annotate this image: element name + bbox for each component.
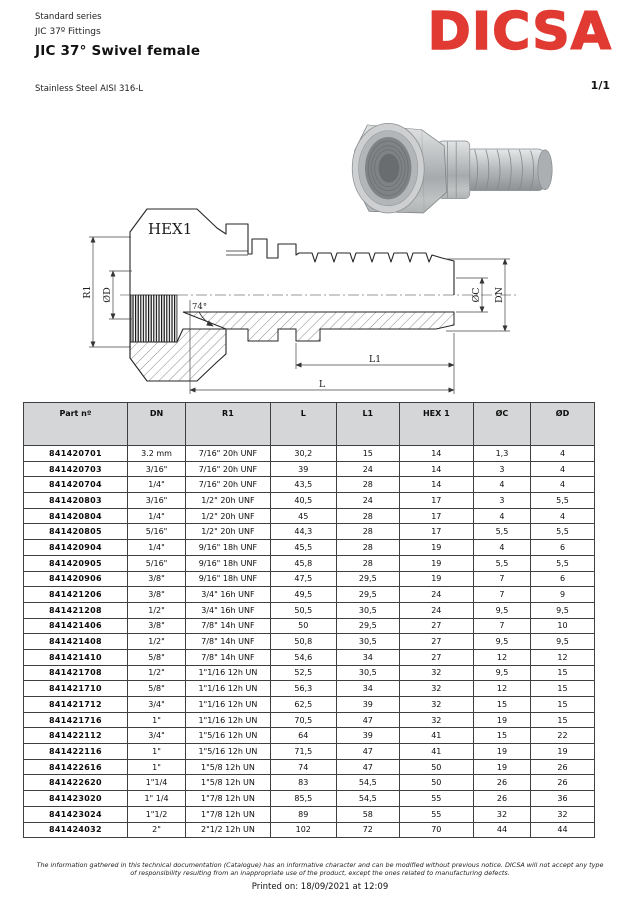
table-cell: 5/16" [127,555,185,571]
table-row [24,618,595,634]
table-cell: 40,5 [270,493,336,509]
hose-tail-render [465,149,552,191]
table-cell: 44 [531,822,595,838]
table-cell: 55 [399,806,473,822]
table-cell: 5,5 [473,555,530,571]
table-row [24,571,595,587]
table-cell: 44 [473,822,530,838]
part-number-cell: 841421712 [24,697,128,713]
table-cell: 41 [399,728,473,744]
table-row [24,477,595,493]
dim-label-dn: DN [494,287,505,303]
table-cell: 47 [336,712,399,728]
table-row [24,602,595,618]
part-number-cell: 841423020 [24,791,128,807]
table-cell: 15 [531,681,595,697]
part-number-cell: 841422112 [24,728,128,744]
disclaimer-line: The information gathered in this technical documentation (Catalogue) has an informative character and can be modified without previous notice. DICSA will not accept any type [36,861,604,869]
part-number-cell: 841422620 [24,775,128,791]
part-number-cell: 841422616 [24,759,128,775]
table-cell: 1" 1/4 [127,791,185,807]
table-cell: 1/2" 20h UNF [186,508,271,524]
table-cell: 54,5 [336,791,399,807]
part-number-cell: 841420905 [24,555,128,571]
table-cell: 71,5 [270,744,336,760]
table-cell: 70 [399,822,473,838]
table-cell: 3/4" [127,728,185,744]
table-cell: 50,5 [270,602,336,618]
table-cell: 89 [270,806,336,822]
table-row [24,697,595,713]
page-number: 1/1 [590,79,610,92]
page-title: JIC 37° Swivel female [35,43,201,59]
table-cell: 5/8" [127,681,185,697]
table-row [24,712,595,728]
dim-label-l1: L1 [368,354,382,365]
table-cell: 34 [336,681,399,697]
part-number-cell: 841420805 [24,524,128,540]
part-number-cell: 841420906 [24,571,128,587]
column-header: DN [127,403,185,446]
table-cell: 19 [399,571,473,587]
table-cell: 29,5 [336,587,399,603]
table-row [24,649,595,665]
table-cell: 9,5 [531,634,595,650]
table-cell: 58 [336,806,399,822]
column-header: Part nº [24,403,128,446]
table-cell: 3/4" [127,697,185,713]
column-header: R1 [186,403,271,446]
table-cell: 7/16" 20h UNF [186,461,271,477]
table-cell: 5/16" [127,524,185,540]
table-cell: 1/2" 20h UNF [186,524,271,540]
table-cell: 2"1/2 12h UN [186,822,271,838]
table-cell: 1/4" [127,540,185,556]
table-cell: 14 [399,477,473,493]
table-cell: 30,2 [270,446,336,462]
part-number-cell: 841422116 [24,744,128,760]
table-cell: 9/16" 18h UNF [186,540,271,556]
table-cell: 6 [531,540,595,556]
part-number-cell: 841421716 [24,712,128,728]
table-cell: 19 [399,540,473,556]
disclaimer-line: of responsibility resulting from an inappropriate use of the product, except the ones related to manufacturing defects. [130,869,510,878]
table-row [24,555,595,571]
dicsa-logo: DICSA [427,2,612,62]
dimensions-table [23,402,595,838]
column-header: ØD [531,403,595,446]
table-cell: 43,5 [270,477,336,493]
table-cell: 27 [399,649,473,665]
part-number-cell: 841421206 [24,587,128,603]
table-cell: 3/16" [127,461,185,477]
dim-label-od: ØD [102,287,113,303]
table-cell: 14 [399,461,473,477]
series-label: Standard series [35,12,102,22]
table-cell: 5,5 [473,524,530,540]
table-cell: 1" [127,744,185,760]
part-number-cell: 841420803 [24,493,128,509]
table-cell: 1/2" [127,634,185,650]
part-number-cell: 841420804 [24,508,128,524]
table-cell: 19 [531,744,595,760]
table-row [24,728,595,744]
table-cell: 15 [473,728,530,744]
table-cell: 27 [399,634,473,650]
table-cell: 3 [473,493,530,509]
table-cell: 19 [399,555,473,571]
table-cell: 1/2" [127,665,185,681]
table-cell: 17 [399,524,473,540]
part-number-cell: 841423024 [24,806,128,822]
table-cell: 30,5 [336,602,399,618]
table-cell: 26 [531,775,595,791]
table-cell: 1/2" 20h UNF [186,493,271,509]
table-cell: 19 [473,712,530,728]
table-cell: 47 [336,744,399,760]
table-cell: 56,3 [270,681,336,697]
table-cell: 1"1/16 12h UN [186,712,271,728]
part-number-cell: 841421406 [24,618,128,634]
table-cell: 15 [531,665,595,681]
column-header: L [270,403,336,446]
table-cell: 19 [473,759,530,775]
table-cell: 32 [399,712,473,728]
table-cell: 9,5 [473,665,530,681]
table-cell: 7 [473,618,530,634]
table-row [24,461,595,477]
table-cell: 1"1/16 12h UN [186,665,271,681]
table-cell: 9,5 [473,634,530,650]
printed-on-label: Printed on: 18/09/2021 at 12:09 [251,882,389,892]
table-row [24,822,595,838]
table-cell: 45,5 [270,540,336,556]
part-number-cell: 841420704 [24,477,128,493]
table-cell: 3.2 mm [127,446,185,462]
table-cell: 1"5/8 12h UN [186,775,271,791]
table-cell: 41 [399,744,473,760]
part-number-cell: 841420703 [24,461,128,477]
table-cell: 7/8" 14h UNF [186,618,271,634]
part-number-cell: 841420701 [24,446,128,462]
table-cell: 2" [127,822,185,838]
table-cell: 24 [399,587,473,603]
table-cell: 27 [399,618,473,634]
technical-drawing [80,192,520,404]
table-cell: 3/8" [127,618,185,634]
table-cell: 3/16" [127,493,185,509]
table-cell: 1"1/2 [127,806,185,822]
table-cell: 17 [399,493,473,509]
fitting-family-label: JIC 37º Fittings [35,27,101,37]
table-row [24,587,595,603]
table-cell: 39 [336,697,399,713]
table-cell: 49,5 [270,587,336,603]
thread-section [131,295,177,342]
table-cell: 15 [531,697,595,713]
table-cell: 1"1/16 12h UN [186,697,271,713]
table-cell: 4 [531,461,595,477]
table-cell: 32 [399,681,473,697]
table-cell: 32 [531,806,595,822]
table-cell: 1/4" [127,477,185,493]
table-cell: 9,5 [531,602,595,618]
table-cell: 52,5 [270,665,336,681]
table-cell: 9,5 [473,602,530,618]
table-cell: 50 [270,618,336,634]
table-row [24,744,595,760]
table-cell: 74 [270,759,336,775]
table-cell: 36 [531,791,595,807]
table-cell: 4 [473,477,530,493]
table-cell: 9/16" 18h UNF [186,571,271,587]
table-row [24,508,595,524]
table-cell: 5,5 [531,493,595,509]
table-row [24,791,595,807]
table-cell: 7/16" 20h UNF [186,446,271,462]
table-cell: 15 [531,712,595,728]
table-cell: 26 [473,775,530,791]
table-cell: 4 [473,508,530,524]
table-cell: 50,8 [270,634,336,650]
part-number-cell: 841420904 [24,540,128,556]
table-cell: 1"5/16 12h UN [186,744,271,760]
drawing-label-hex1: HEX1 [148,220,193,238]
table-cell: 28 [336,508,399,524]
table-body [24,446,595,838]
table-cell: 83 [270,775,336,791]
table-cell: 1"5/16 12h UN [186,728,271,744]
table-row [24,493,595,509]
table-cell: 50 [399,775,473,791]
table-row [24,524,595,540]
table-cell: 22 [531,728,595,744]
table-cell: 62,5 [270,697,336,713]
table-row [24,634,595,650]
table-cell: 24 [336,461,399,477]
table-cell: 1" [127,759,185,775]
column-header: L1 [336,403,399,446]
table-cell: 29,5 [336,571,399,587]
table-cell: 1"1/4 [127,775,185,791]
part-number-cell: 841421710 [24,681,128,697]
table-cell: 50 [399,759,473,775]
table-cell: 64 [270,728,336,744]
table-cell: 54,6 [270,649,336,665]
table-cell: 17 [399,508,473,524]
dim-label-oc: ØC [471,287,482,303]
table-header-row [24,403,595,446]
part-number-cell: 841424032 [24,822,128,838]
table-cell: 5,5 [531,555,595,571]
table-cell: 1/4" [127,508,185,524]
table-cell: 32 [399,697,473,713]
dim-label-l: L [318,379,326,390]
dim-label-angle: 74° [192,302,208,312]
table-cell: 26 [531,759,595,775]
table-cell: 1"5/8 12h UN [186,759,271,775]
table-cell: 44,3 [270,524,336,540]
table-cell: 85,5 [270,791,336,807]
part-number-cell: 841421408 [24,634,128,650]
table-cell: 24 [336,493,399,509]
table-cell: 24 [399,602,473,618]
table-cell: 45 [270,508,336,524]
table-cell: 4 [473,540,530,556]
part-number-cell: 841421208 [24,602,128,618]
table-cell: 12 [531,649,595,665]
table-cell: 10 [531,618,595,634]
table-row [24,540,595,556]
table-row [24,775,595,791]
table-cell: 34 [336,649,399,665]
table-cell: 15 [336,446,399,462]
table-cell: 30,5 [336,634,399,650]
table-row [24,681,595,697]
table-row [24,806,595,822]
table-cell: 32 [399,665,473,681]
table-cell: 14 [399,446,473,462]
table-cell: 29,5 [336,618,399,634]
table-cell: 4 [531,477,595,493]
table-cell: 32 [473,806,530,822]
table-cell: 39 [336,728,399,744]
table-cell: 102 [270,822,336,838]
table-cell: 9/16" 18h UNF [186,555,271,571]
dim-label-r1: R1 [82,285,93,299]
table-cell: 30,5 [336,665,399,681]
table-cell: 3/4" 16h UNF [186,587,271,603]
table-cell: 47 [336,759,399,775]
part-number-cell: 841421410 [24,649,128,665]
table-cell: 12 [473,681,530,697]
table-cell: 7/8" 14h UNF [186,649,271,665]
part-number-cell: 841421708 [24,665,128,681]
table-cell: 19 [473,744,530,760]
table-cell: 7/16" 20h UNF [186,477,271,493]
table-cell: 45,8 [270,555,336,571]
table-cell: 5/8" [127,649,185,665]
table-cell: 3/8" [127,587,185,603]
table-cell: 28 [336,477,399,493]
table-cell: 26 [473,791,530,807]
table-cell: 7/8" 14h UNF [186,634,271,650]
table-cell: 7 [473,587,530,603]
table-cell: 4 [531,446,595,462]
table-cell: 1"7/8 12h UN [186,791,271,807]
disclaimer [10,861,630,878]
table-cell: 70,5 [270,712,336,728]
table-cell: 15 [473,697,530,713]
table-cell: 3/4" 16h UNF [186,602,271,618]
table-cell: 1" [127,712,185,728]
column-header: HEX 1 [399,403,473,446]
table-cell: 28 [336,540,399,556]
table-cell: 28 [336,555,399,571]
table-cell: 39 [270,461,336,477]
table-row [24,759,595,775]
table-cell: 47,5 [270,571,336,587]
table-cell: 4 [531,508,595,524]
document-header [35,12,200,59]
table-cell: 54,5 [336,775,399,791]
table-cell: 5,5 [531,524,595,540]
table-cell: 72 [336,822,399,838]
table-row [24,665,595,681]
table-cell: 28 [336,524,399,540]
table-cell: 3/8" [127,571,185,587]
table-row [24,446,595,462]
column-header: ØC [473,403,530,446]
material-label: Stainless Steel AISI 316-L [35,84,144,94]
table-cell: 9 [531,587,595,603]
table-cell: 55 [399,791,473,807]
table-cell: 3 [473,461,530,477]
table-cell: 1/2" [127,602,185,618]
table-cell: 1"1/16 12h UN [186,681,271,697]
table-cell: 7 [473,571,530,587]
table-cell: 1"7/8 12h UN [186,806,271,822]
table-cell: 1,3 [473,446,530,462]
table-cell: 12 [473,649,530,665]
table-cell: 6 [531,571,595,587]
